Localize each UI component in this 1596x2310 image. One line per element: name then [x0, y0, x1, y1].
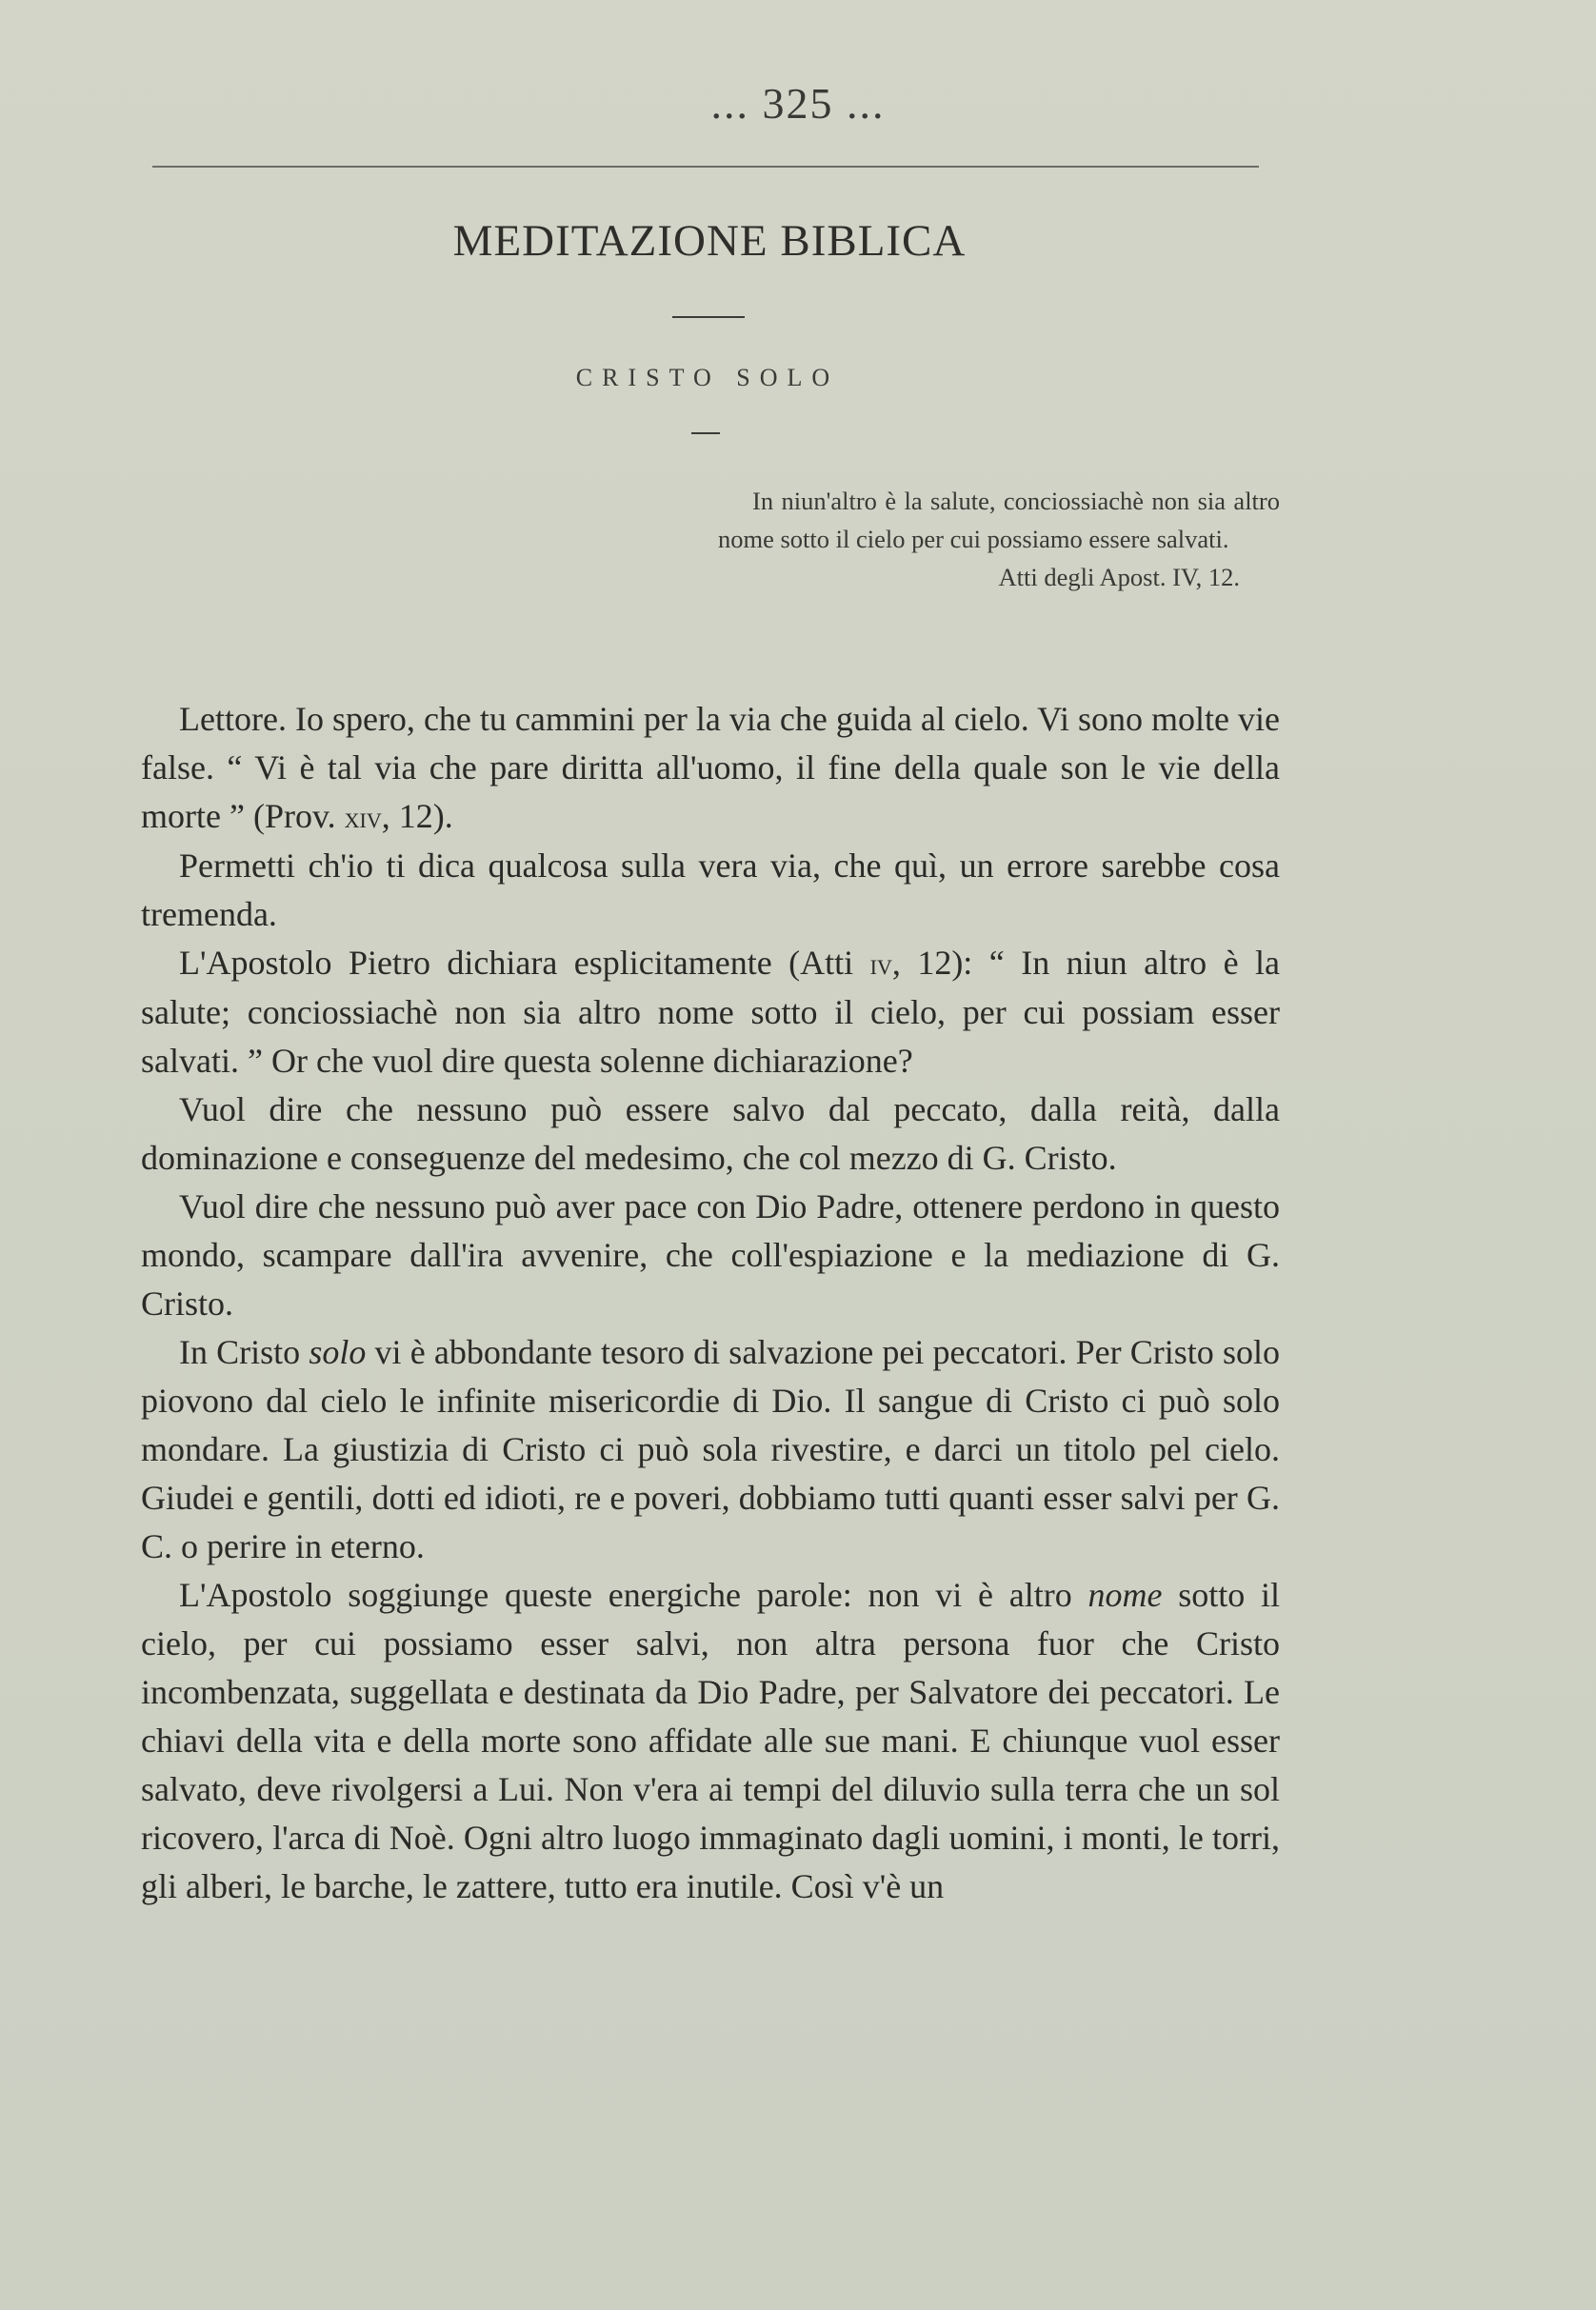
paragraph-2: Permetti ch'io ti dica qualcosa sulla vera via, che quì, un errore sarebbe cosa tremenda.	[141, 846, 1280, 933]
epigraph	[718, 482, 1280, 596]
header-rule	[152, 166, 1259, 168]
paragraph-6: In Cristo solo vi è abbondante tesoro di salvazione pei peccatori. Per Cristo solo piovono dal cielo le infinite misericordie di Dio. Il sangue di Cristo ci può solo mondare. La giustizia di Cristo ci può sola rivestire, e darci un titolo pel cielo. Giudei e gentili, dotti ed idioti, re e poveri, dobbiamo tutti quanti esser salvi per G. C. o perire in eterno.	[141, 1333, 1280, 1565]
article-title: MEDITAZIONE BIBLICA	[452, 216, 967, 266]
article-subtitle: CRISTO SOLO	[575, 364, 840, 391]
page-number: ... 325 ...	[710, 79, 886, 128]
paragraph-3: L'Apostolo Pietro dichiara esplicitamente (Atti iv, 12): “ In niun altro è la salute; conciossiachè non sia altro nome sotto il cielo, per cui possiam esser salvati. ” Or che vuol dire questa solenne dichiarazione?	[141, 944, 1280, 1080]
epigraph-text: In niun'altro è la salute, conciossiachè non sia altro nome sotto il cielo per cui possiamo essere salvati.	[718, 487, 1280, 553]
paragraph-5: Vuol dire che nessuno può aver pace con Dio Padre, ottenere perdono in questo mondo, scampare dall'ira avvenire, che coll'espiazione e la mediazione di G. Cristo.	[141, 1187, 1280, 1323]
title-divider	[672, 316, 745, 318]
paragraph-1: Lettore. Io spero, che tu cammini per la via che guida al cielo. Vi sono molte vie false. “ Vi è tal via che pare diritta all'uomo, il fine della quale son le vie della morte ” (Prov. xiv, 12).	[141, 700, 1280, 835]
paragraph-7: L'Apostolo soggiunge queste energiche parole: non vi è altro nome sotto il cielo, per cui possiamo esser salvi, non altra persona fuor che Cristo incombenzata, suggellata e destinata da Dio Padre, per Salvatore dei peccatori. Le chiavi della vita e della morte sono affidate alle sue mani. E chiunque vuol esser salvato, deve rivolgersi a Lui. Non v'era ai tempi del diluvio sulla terra che un sol ricovero, l'arca di Noè. Ogni altro luogo immaginato dagli uomini, i monti, le torri, gli alberi, le barche, le zattere, tutto era inutile. Così v'è un	[141, 1576, 1280, 1905]
epigraph-source: Atti degli Apost. IV, 12.	[998, 563, 1240, 591]
body-text	[141, 695, 1280, 1911]
paragraph-4: Vuol dire che nessuno può essere salvo dal peccato, dalla reità, dalla dominazione e conseguenze del medesimo, che col mezzo di G. Cristo.	[141, 1090, 1280, 1177]
subtitle-divider	[691, 432, 720, 434]
